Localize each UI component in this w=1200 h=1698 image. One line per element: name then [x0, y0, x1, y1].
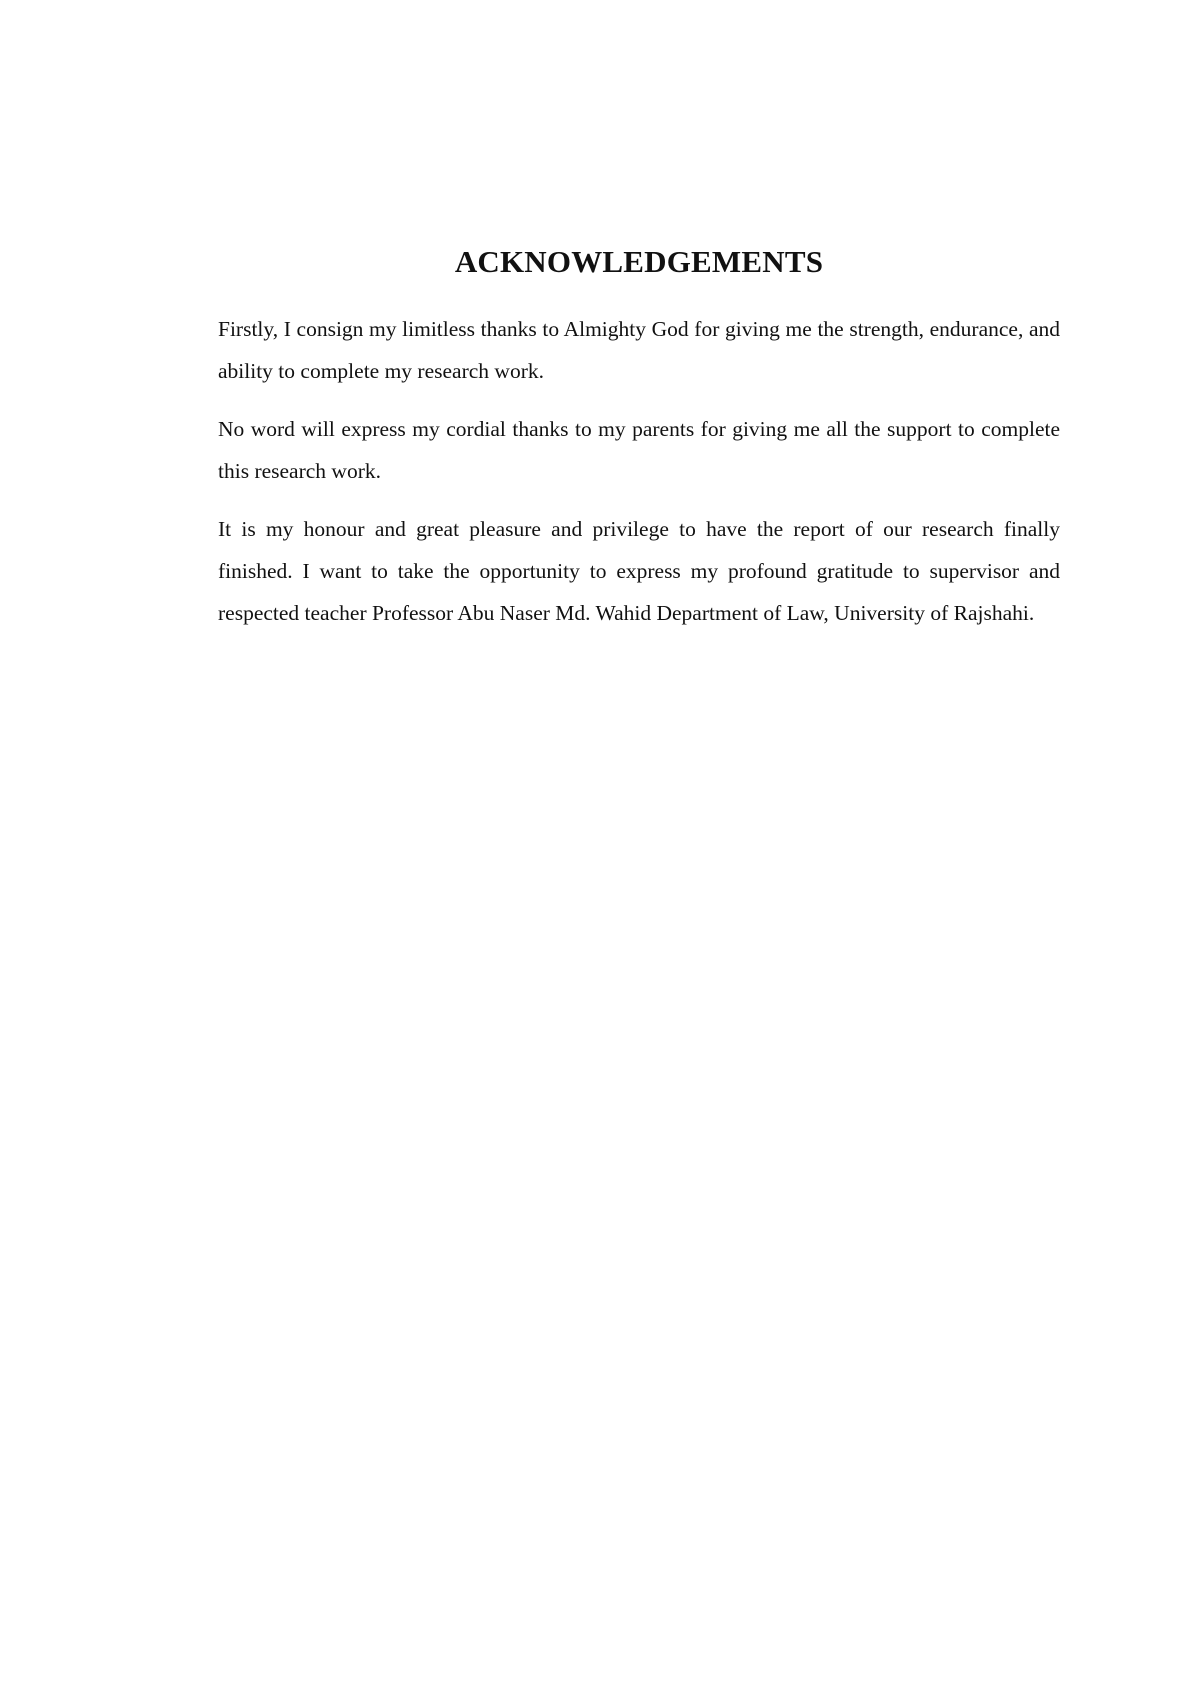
- paragraph-thanks-god: Firstly, I consign my limitless thanks to Almighty God for giving me the strength, endurance, and ability to complete my research work.: [218, 317, 1060, 383]
- page-title: ACKNOWLEDGEMENTS: [454, 244, 824, 279]
- paragraph-thanks-parents: No word will express my cordial thanks to my parents for giving me all the support to complete this research work.: [218, 417, 1060, 483]
- paragraph-thanks-supervisor: It is my honour and great pleasure and privilege to have the report of our research finally finished. I want to take the opportunity to express my profound gratitude to supervisor and respected teacher Professor Abu Naser Md. Wahid Department of Law, University of Rajshahi.: [218, 517, 1060, 625]
- document-body: [218, 238, 1060, 650]
